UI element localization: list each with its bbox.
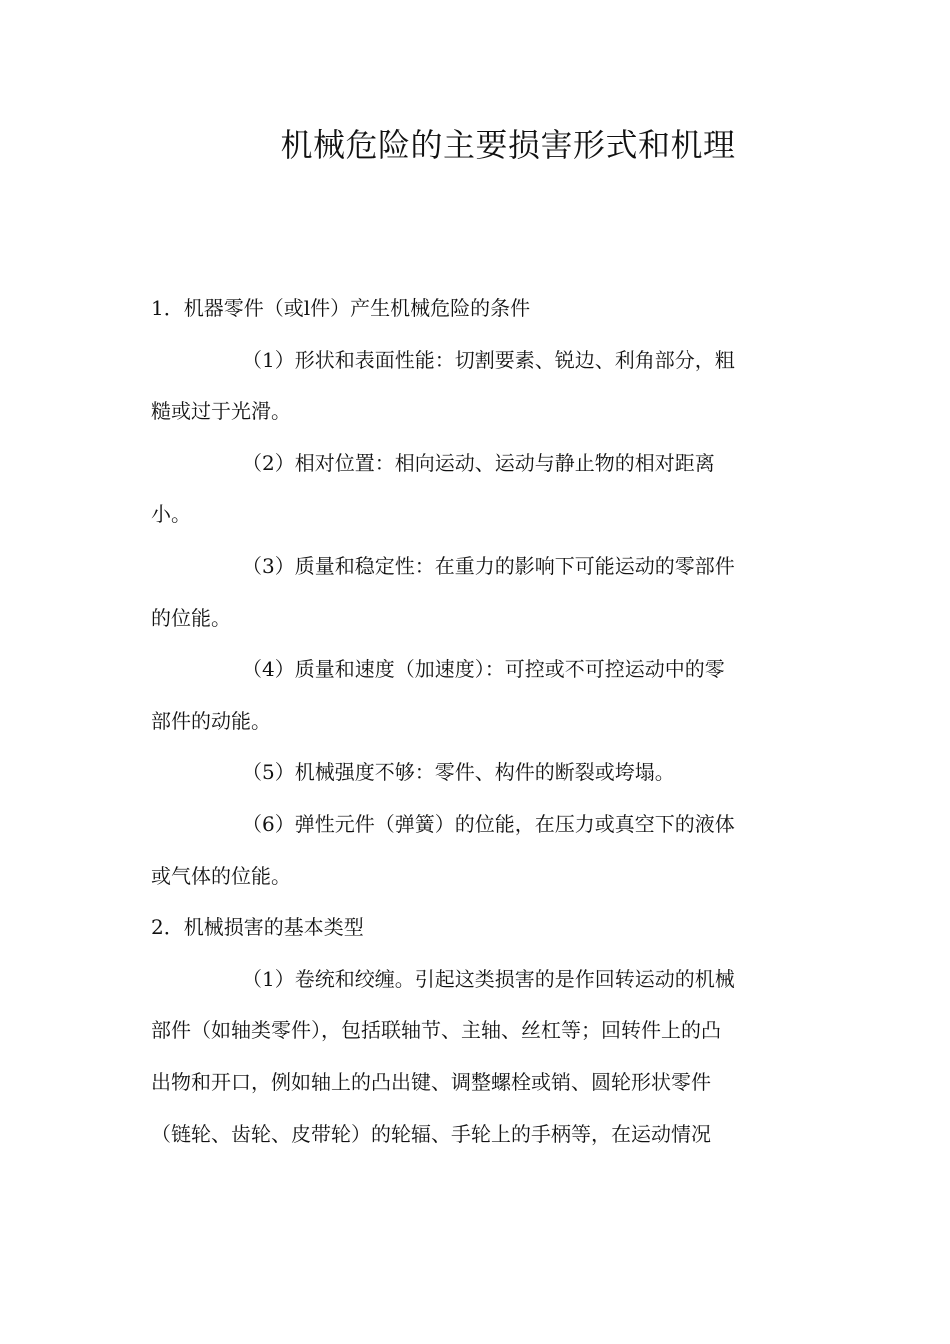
condition-item-2-line-1: （2）相对位置：相向运动、运动与静止物的相对距离 [242,450,715,475]
condition-item-6 [151,799,801,902]
condition-item-3-line-2: 的位能。 [151,605,231,630]
injury-type-item-1 [151,954,801,1160]
condition-item-6-line-2: 或气体的位能。 [151,863,291,888]
injury-type-item-1-line-1: （1）卷统和绞缠。引起这类损害的是作回转运动的机械 [242,966,735,991]
condition-item-3-line-1: （3）质量和稳定性：在重力的影响下可能运动的零部件 [242,553,735,578]
condition-item-4-line-2: 部件的动能。 [151,708,271,733]
condition-item-5-line-1: （5）机械强度不够：零件、构件的断裂或垮塌。 [242,760,675,785]
page-title: 机械危险的主要损害形式和机理 [280,126,736,164]
condition-item-6-line-1: （6）弹性元件（弹簧）的位能，在压力或真空下的液体 [242,811,735,836]
condition-item-1-line-2: 糙或过于光滑。 [151,399,291,424]
injury-type-item-1-line-2: 部件（如轴类零件），包括联轴节、主轴、丝杠等；回转件上的凸 [151,1018,721,1043]
condition-item-2 [151,438,801,541]
section-1-heading: 1．机器零件（或l件）产生机械危险的条件 [151,296,531,320]
injury-type-item-1-line-4: （链轮、齿轮、皮带轮）的轮辐、手轮上的手柄等，在运动情况 [151,1121,711,1146]
injury-type-item-1-line-3: 出物和开口，例如轴上的凸出键、调整螺栓或销、圆轮形状零件 [151,1069,711,1094]
condition-item-2-line-2: 小。 [151,502,191,527]
section-2-heading: 2．机械损害的基本类型 [151,915,364,940]
condition-item-4 [151,644,801,747]
document-body [151,283,801,1160]
condition-item-1 [151,335,801,438]
condition-item-4-line-1: （4）质量和速度（加速度）：可控或不可控运动中的零 [242,657,725,682]
condition-item-1-line-1: （1）形状和表面性能：切割要素、锐边、利角部分，粗 [242,347,735,372]
condition-item-5 [151,747,801,799]
condition-item-3 [151,541,801,644]
